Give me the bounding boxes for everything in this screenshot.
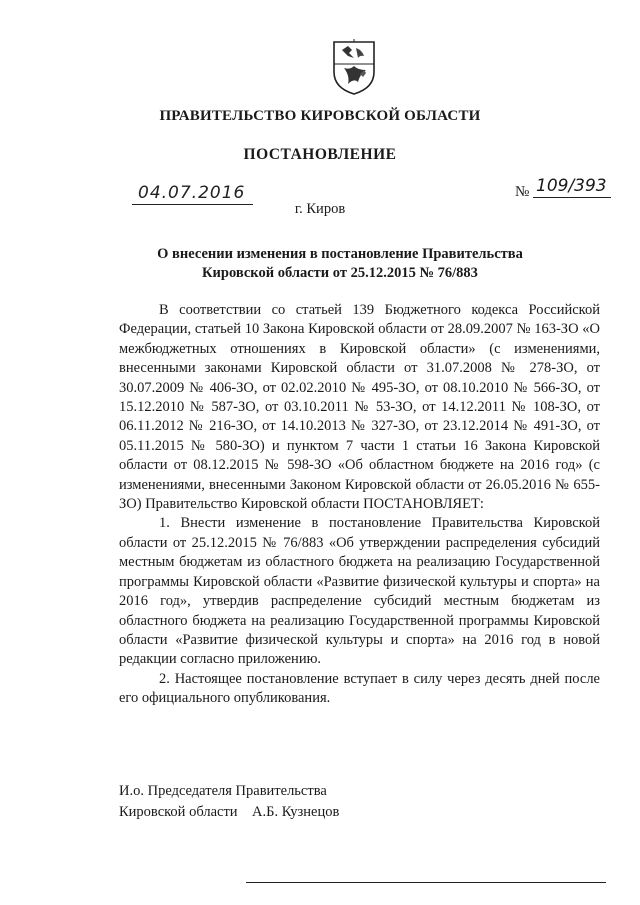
body-paragraph-item-1: 1. Внести изменение в постановление Правительства Кировской области от 25.12.2015 № 76/883 «Об утверждении распределения субсидий местным бюджетам из областного бюджета на реализацию Государственной программы Кировской области «Развитие физической культуры и спорта» на 2016 год», утвердив распределение субсидий местным бюджетам из областного бюджета на реализацию Государственной программы Кировской области «Развитие физической культуры и спорта» на 2016 год в новой редакции согласно приложению. [119, 515, 600, 668]
document-subject: О внесении изменения в постановление Правительства Кировской области от 25.12.2015 № 76/883 [157, 246, 523, 281]
body-paragraph-preamble: В соответствии со статьей 139 Бюджетного кодекса Российской Федерации, статьей 10 Закона Кировской области от 28.09.2007 № 163-ЗО «О межбюджетных отношениях в Кировской области» (с изменениями, внесенными законами Кировской области от 31.07.2008 № 278-ЗО, от 30.07.2009 № 406-ЗО, от 02.02.2010 № 495-ЗО, от 08.10.2010 № 566-ЗО, от 15.12.2010 № 587-ЗО, от 03.10.2011 № 53-ЗО, от 14.12.2011 № 108-ЗО, от 06.11.2012 № 216-ЗО, от 14.10.2013 № 327-ЗО, от 23.12.2014 № 491-ЗО, от 05.11.2015 № 580-ЗО) и пунктом 7 части 1 статьи 16 Закона Кировской области от 08.12.2015 № 598-ЗО «Об областном бюджете на 2016 год» (с изменениями, внесенными Законом Кировской области от 26.05.2016 № 655-ЗО) Правительство Кировской области ПОСТАНОВЛЯЕТ: [119, 302, 600, 513]
document-body [119, 301, 600, 709]
number-sign: № [515, 184, 530, 200]
city-label: г. Киров [294, 201, 346, 217]
body-paragraph-item-2: 2. Настоящее постановление вступает в силу через десять дней после его официального опубликования. [119, 670, 600, 707]
signatory-name: Кировской области А.Б. Кузнецов [119, 804, 340, 820]
government-title: ПРАВИТЕЛЬСТВО КИРОВСКОЙ ОБЛАСТИ [159, 108, 481, 124]
footer-divider [246, 882, 606, 883]
handwritten-document-number: 109/393 [533, 176, 611, 198]
handwritten-date: 04.07.2016 [132, 183, 253, 205]
coat-of-arms-icon [330, 38, 378, 96]
signatory-title: И.о. Председателя Правительства [119, 783, 327, 799]
document-type-title: ПОСТАНОВЛЕНИЕ [243, 146, 397, 163]
signature-block [119, 781, 339, 823]
